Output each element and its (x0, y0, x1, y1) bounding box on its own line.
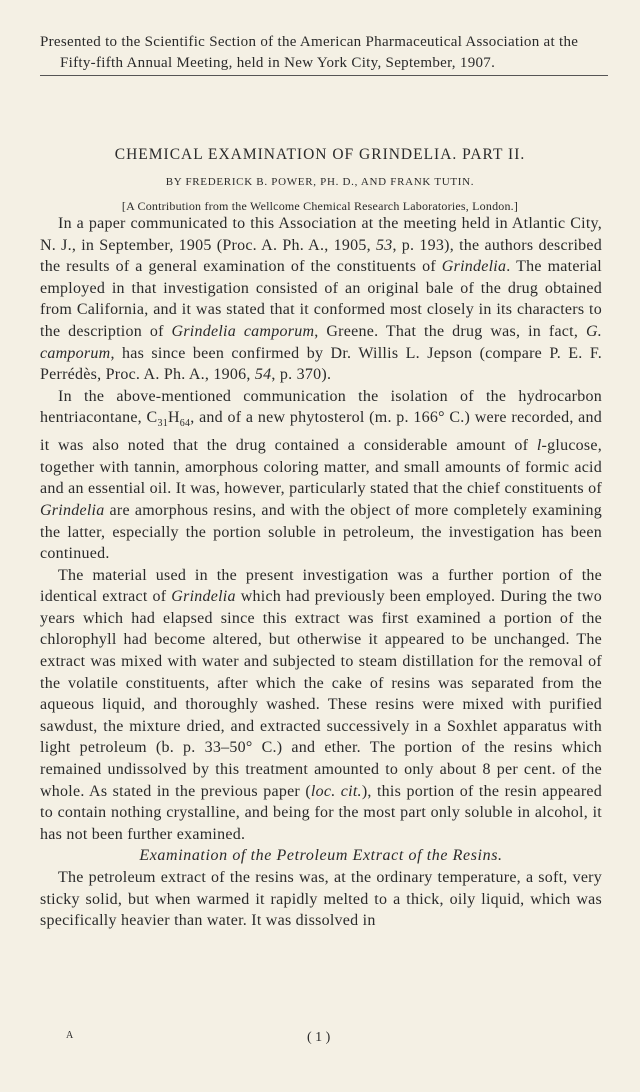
contribution-note: [A Contribution from the Wellcome Chemical Research Laboratories, London.] (121, 199, 519, 213)
author-byline: BY FREDERICK B. POWER, PH. D., AND FRANK TUTIN. (165, 176, 475, 188)
article-body (40, 213, 602, 932)
text-run: , has since been confirmed by Dr. Willis L. Jepson (compare P. E. F. Perrédès, Proc. A. Ph. A., 1906, (40, 344, 602, 384)
volume-number: 54 (254, 366, 272, 384)
page-number: ( 1 ) (307, 1030, 331, 1045)
formula-subscript: 64 (179, 418, 191, 430)
text-run: The material used in the present investigation was a further portion of the identical extract of (40, 566, 602, 606)
text-run: , p. 370). (271, 366, 332, 384)
text-run: , Greene. That the drug was, in fact, (314, 322, 586, 340)
text-run: , and of a new phytosterol (m. p. 166° C.) were recorded, and it was also noted that the drug contained a considerable amount of (40, 409, 603, 455)
article-title: CHEMICAL EXAMINATION OF GRINDELIA. PART II. (114, 146, 526, 163)
section-heading: Examination of the Petroleum Extract of the Resins. (139, 847, 503, 865)
citation-reference: loc. cit. (310, 782, 362, 800)
optical-prefix: l (536, 437, 542, 455)
text-run: -glucose, together with tannin, amorphous coloring matter, and small amounts of formic acid and an essential oil. It was, however, particularly stated that the chief constituents of (40, 437, 602, 498)
presentation-note-line-2: Fifty-fifth Annual Meeting, held in New York City, September, 1907. (60, 55, 496, 71)
text-run: . The material employed in that investigation consisted of an original bale of the drug obtained from California, and it was stated that it conformed most closely in its characters to the description of (40, 258, 602, 340)
text-run: are amorphous resins, and with the object of more completely examining the latter, especially the portion soluble in petroleum, the investigation has been continued. (40, 501, 602, 563)
signature-mark: A (66, 1030, 74, 1041)
formula-subscript: 31 (157, 418, 168, 430)
paragraph-4: The petroleum extract of the resins was, at the ordinary temperature, a soft, very sticky solid, but when warmed it rapidly melted to a thick, oily liquid, which was specifically heavier than water. It was dissolved in (40, 869, 602, 930)
paragraph-3 (40, 565, 602, 846)
paragraph-2 (40, 386, 602, 565)
text-run: which had previously been employed. During the two years which had elapsed since this extract was first examined a portion of the chlorophyll had become altered, but otherwise it appeared to be unchanged. The extract was mixed with water and subjected to steam distillation for the removal of the volatile constituents, after which the cake of resins was separated from the aqueous liquid, and thoroughly washed. These resins were mixed with purified sawdust, the mixture dried, and extracted successively in a Soxhlet apparatus with light petroleum (b. p. 33–50° C.) and ether. The portion of the resins which remained undissolved by this treatment amounted to only about 8 per cent. of the whole. As stated in the previous paper ( (40, 588, 603, 800)
species-name: Grindelia camporum (171, 322, 315, 340)
presentation-note-line-1: Presented to the Scientific Section of the American Pharmaceutical Association at the (40, 34, 579, 50)
paragraph-1 (40, 213, 602, 386)
text-run: In a paper communicated to this Association at the meeting held in Atlantic City, N. J., in September, 1905 (Proc. A. Ph. A., 1905, (40, 215, 602, 254)
presentation-note (40, 32, 608, 74)
genus-name: Grindelia (40, 501, 105, 519)
volume-number: 53 (375, 236, 393, 254)
text-run: ), this portion of the resin appeared to contain nothing crystalline, and being for the most part only soluble in alcohol, it has not been further examined. (40, 782, 602, 843)
genus-name: Grindelia (171, 588, 236, 606)
species-name: G. camporum (40, 322, 603, 362)
text-run: , p. 193), the authors described the results of a general examination of the constituents of (40, 236, 603, 276)
header-divider (40, 75, 608, 76)
text-run: H (167, 409, 180, 427)
page-footer (0, 1030, 640, 1050)
genus-name: Grindelia (441, 258, 507, 276)
text-run: In the above-mentioned communication the isolation of the hydrocarbon hentriacontane, C (40, 387, 602, 427)
